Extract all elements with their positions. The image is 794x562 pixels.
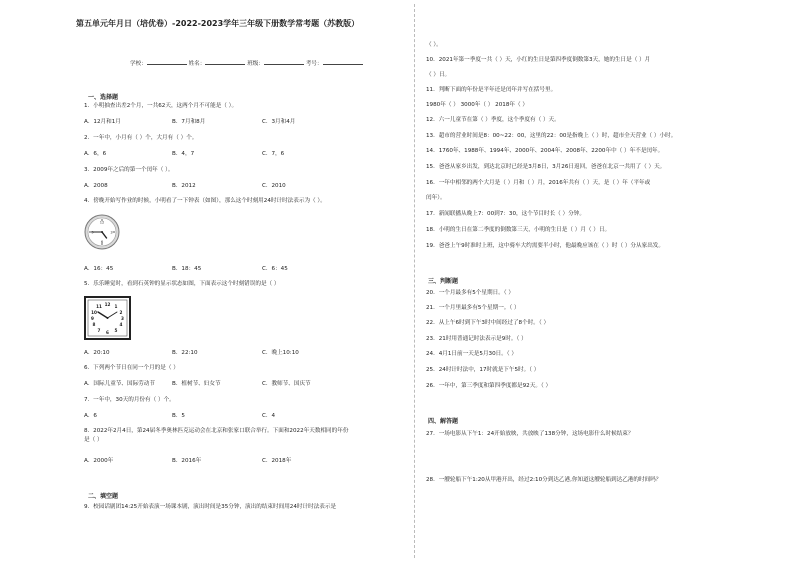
exam-no-label: 考号： <box>305 61 323 67</box>
class-label: 班级： <box>247 61 264 67</box>
svg-text:9: 9 <box>91 316 94 321</box>
q5-option-c: C．晚上10:10 <box>262 350 299 356</box>
question-26: 26．一年中，第三季度和第四季度都是92天。（ ） <box>426 383 552 389</box>
question-25: 25．24时计时法中，17时就是下午5时。（ ） <box>426 367 540 373</box>
q5-option-b: B．22:10 <box>172 350 198 356</box>
class-field[interactable] <box>264 64 304 65</box>
svg-text:5: 5 <box>114 328 118 333</box>
q7-option-b: B．5 <box>172 413 185 419</box>
question-1: 1．小明抽查出差2个月，一共62天，这两个月不可能是（ ）。 <box>84 103 238 109</box>
q4-option-b: B．18：45 <box>172 266 202 272</box>
school-label: 学校： <box>130 61 147 67</box>
section-choice: 一、选择题 <box>88 94 119 101</box>
question-13: 13．超市的营业时间是8：00~22：00，这里的22：00是指晚上（ ）时，超市全天营业（ ）小时。 <box>426 133 677 139</box>
question-15: 15．爸爸从家乡出发，到达北京时已经是3月8日，3月26日返回，爸爸在北京一共用了（ ）天。 <box>426 164 666 170</box>
question-21: 21．一个月里最多有5个星期一。（ ） <box>426 305 520 311</box>
question-2: 2．一年中，小月有（ ）个，大月有（ ）个。 <box>84 135 198 141</box>
page-divider <box>414 4 415 558</box>
question-10-cont: （ ）日。 <box>426 72 451 78</box>
question-23: 23．21时用普通记时法表示是9时。（ ） <box>426 336 527 342</box>
exam-no-field[interactable] <box>323 64 363 65</box>
svg-text:12: 12 <box>104 302 111 307</box>
question-16: 16．一年中相邻的两个大月是（ ）月和（ ）月，2016年共有（ ）天，是（ ）年（平年或 <box>426 180 651 186</box>
name-field[interactable] <box>205 64 245 65</box>
name-label: 姓名： <box>188 61 206 67</box>
svg-text:9: 9 <box>91 230 94 235</box>
question-7: 7．一年中，30天的月份有（ ）个。 <box>84 397 175 403</box>
q7-option-a: A．6 <box>84 413 97 419</box>
q4-option-c: C．6：45 <box>262 266 288 272</box>
q5-option-a: A．20:10 <box>84 350 110 356</box>
question-10: 10．2021年第一季度一共（ ）天，小红的生日是第四季度倒数第3天，她的生日是（ ）月 <box>426 57 651 63</box>
exam-title: 第五单元年月日（培优卷）-2022-2023学年三年级下册数学常考题（苏教版） <box>76 19 360 28</box>
svg-text:6: 6 <box>100 240 104 244</box>
q6-option-c: C．教师节、国庆节 <box>262 381 311 387</box>
q8-option-b: B．2016年 <box>172 458 202 464</box>
question-14: 14．1760年、1988年、1994年、2000年、2004年、2008年、2200年中（ ）年不是闰年。 <box>426 148 664 154</box>
q3-option-b: B．2012 <box>172 183 196 189</box>
svg-text:10: 10 <box>91 310 97 315</box>
svg-text:3: 3 <box>121 316 124 321</box>
q3-option-c: C．2010 <box>262 183 286 189</box>
question-22: 22．从上午6时到下午3时中间经过了8个时。（ ） <box>426 320 550 326</box>
q8-option-c: C．2018年 <box>262 458 292 464</box>
quartz-clock-icon <box>84 296 131 340</box>
q7-option-c: C．4 <box>262 413 276 419</box>
section-judge: 三、判断题 <box>428 278 459 285</box>
question-28: 28．一艘轮船下午1:20从甲港开出，经过2:10分到达乙港,你知道这艘轮船到达乙港的时间吗？ <box>426 477 662 483</box>
question-16-cont: 闰年）。 <box>426 195 446 201</box>
q6-option-a: A．国际儿童节、国际劳动节 <box>84 381 155 387</box>
svg-text:2: 2 <box>119 310 123 315</box>
question-18: 18．小明的生日在第二季度的倒数第三天，小明的生日是（ ）月（ ）日。 <box>426 227 611 233</box>
question-11: 11．判断下面的年份是平年还是闰年并写在括号里。 <box>426 87 557 93</box>
svg-text:7: 7 <box>97 328 101 333</box>
svg-text:8: 8 <box>92 322 96 327</box>
q4-option-a: A．16：45 <box>84 266 114 272</box>
question-17: 17．新闻联播从晚上7：00到7：30，这个节目时长（ ）分钟。 <box>426 211 585 217</box>
info-row <box>130 61 363 68</box>
section-fill: 二、填空题 <box>88 493 119 500</box>
question-11-items: 1980年（ ） 3000年（ ） 2018年（ ） <box>426 102 528 108</box>
q2-option-a: A．6，6 <box>84 151 107 157</box>
analog-clock-icon <box>84 214 120 250</box>
svg-text:12: 12 <box>99 220 105 225</box>
q2-option-b: B．4，7 <box>172 151 195 157</box>
question-9-cont: （ ）。 <box>426 42 442 48</box>
question-8: 8．2022年2月4日，第24届冬季奥林匹克运动会在北京和张家口联合举行。下面和2022年天数相同的年份 <box>84 428 349 434</box>
q2-option-c: C．7，6 <box>262 151 285 157</box>
question-3: 3．2009年之后的第一个闰年（ ）。 <box>84 167 174 173</box>
question-4: 4．傍晚开始写作业的时候，小明看了一下钟表（如图），那么这个时刻用24时计时法表示为（ ）。 <box>84 198 326 204</box>
question-12: 12．六一儿童节在第（ ）季度，这个季度有（ ）天。 <box>426 117 560 123</box>
svg-text:4: 4 <box>119 322 123 327</box>
svg-text:3: 3 <box>110 230 113 235</box>
svg-text:6: 6 <box>106 330 109 335</box>
question-5: 5．乐乐睡觉时，看到石英钟的显示状态如图，下面表示这个时刻错误的是（ ） <box>84 281 280 287</box>
q8-option-a: A．2000年 <box>84 458 114 464</box>
svg-text:1: 1 <box>114 304 118 309</box>
question-20: 20．一个月最多有5个星期日。（ ） <box>426 290 514 296</box>
right-page <box>418 0 794 562</box>
question-8-cont: 是（ ） <box>84 437 103 443</box>
question-19: 19．爸爸上午9时准时上班，这中骑车大约需要半小时，他最晚应该在（ ）时（ ）分从家出发。 <box>426 243 664 249</box>
q1-option-a: A．12月和1月 <box>84 119 121 125</box>
q1-option-b: B．7月和8月 <box>172 119 206 125</box>
school-field[interactable] <box>147 64 187 65</box>
question-9: 9．校园话剧团14:25开始表演一场课本剧，演出时间是35分钟，演出的结束时间用24时计时法表示是 <box>84 504 337 510</box>
question-27: 27．一场电影从下午1：24开始放映，共放映了138分钟，这场电影什么时候结束？ <box>426 431 634 437</box>
section-solve: 四、解答题 <box>428 418 459 425</box>
question-6: 6．下列两个节日在同一个月的是（ ） <box>84 365 179 371</box>
q3-option-a: A．2008 <box>84 183 108 189</box>
q1-option-c: C．3月和4月 <box>262 119 296 125</box>
question-24: 24．4月1日前一天是5月30日。（ ） <box>426 351 518 357</box>
svg-text:11: 11 <box>96 304 102 309</box>
q6-option-b: B．植树节、妇女节 <box>172 381 221 387</box>
